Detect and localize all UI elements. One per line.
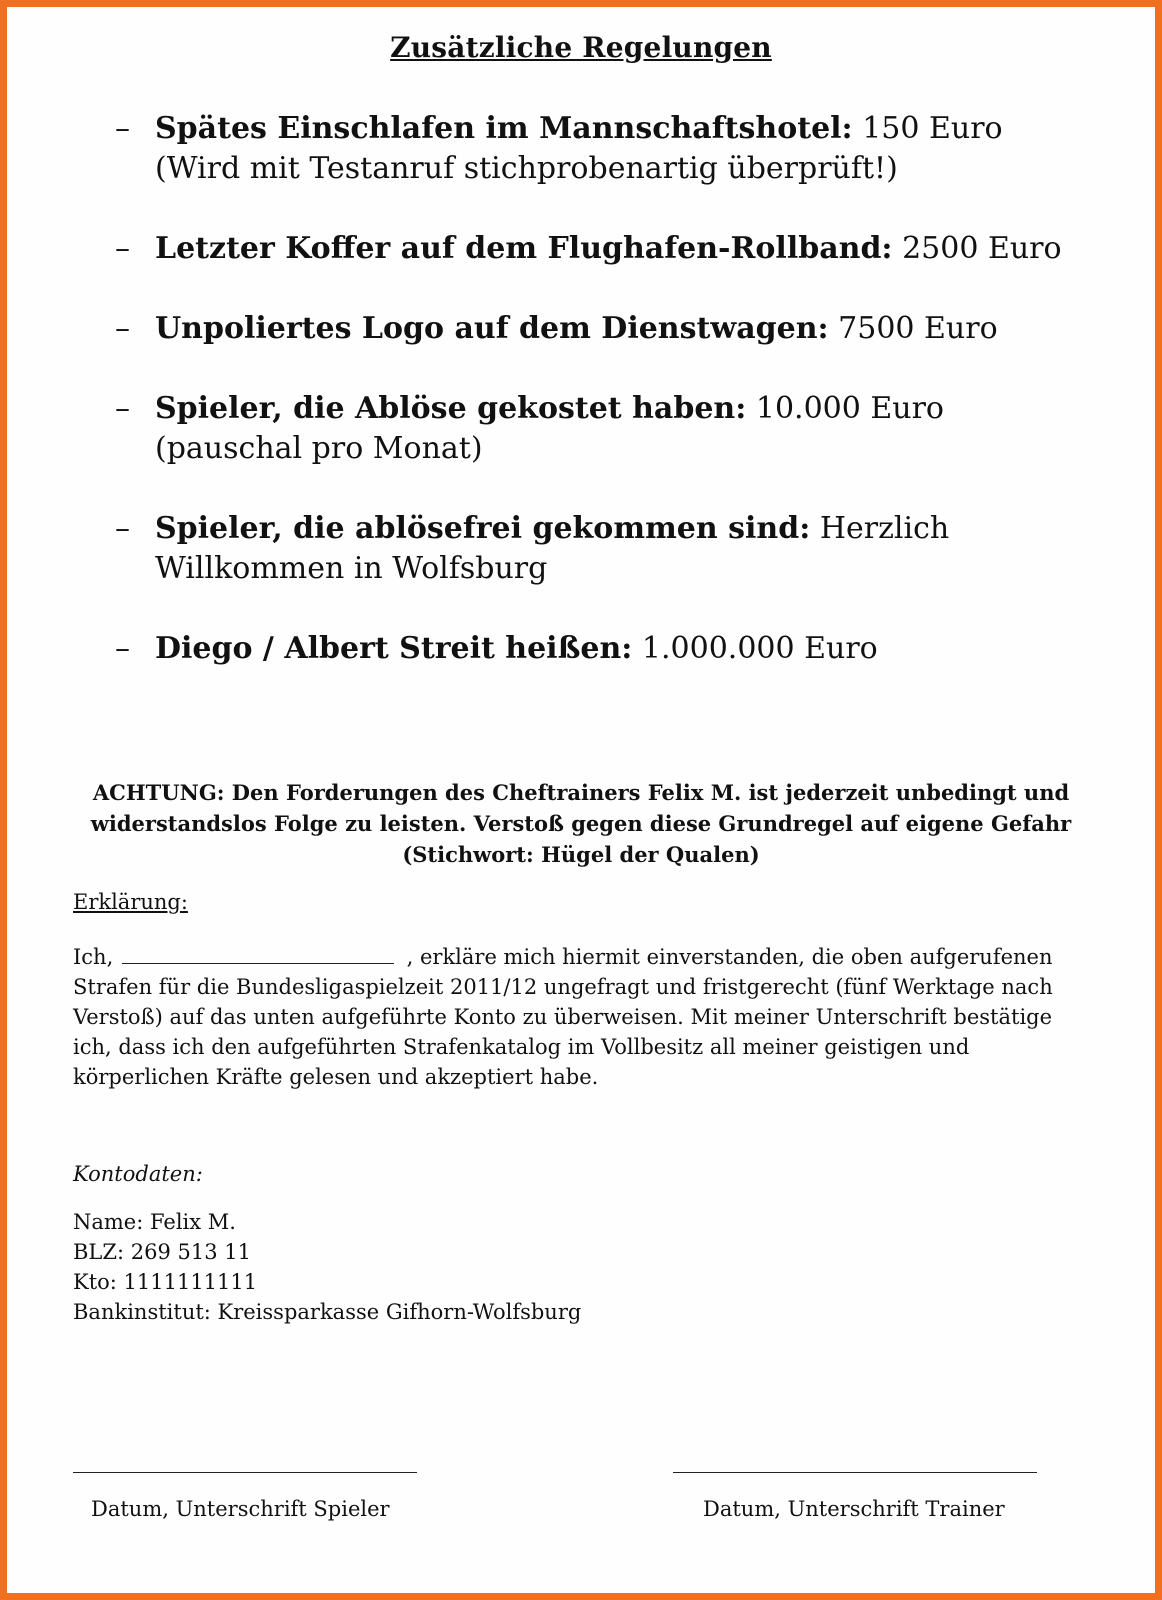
rule-item bbox=[115, 389, 1075, 469]
rule-label: Letzter Koffer auf dem Flughafen-Rollband: bbox=[155, 231, 893, 266]
player-signature-line[interactable] bbox=[73, 1472, 417, 1473]
rule-value: 10.000 Euro (pauschal pro Monat) bbox=[155, 391, 944, 466]
rule-item bbox=[115, 309, 1075, 349]
account-number: Kto: 1111111111 bbox=[73, 1270, 258, 1294]
rule-value: Herzlich Willkommen in Wolfsburg bbox=[155, 511, 950, 586]
trainer-signature-line[interactable] bbox=[673, 1472, 1037, 1473]
rule-label: Diego / Albert Streit heißen: bbox=[155, 631, 633, 666]
account-name: Name: Felix M. bbox=[73, 1210, 236, 1234]
rule-item bbox=[115, 109, 1075, 189]
declaration-prefix: Ich, bbox=[73, 945, 114, 969]
dash-marker: – bbox=[115, 311, 130, 346]
rule-value: 150 Euro bbox=[862, 111, 1003, 146]
declaration-title: Erklärung: bbox=[73, 890, 188, 914]
trainer-signature-label: Datum, Unterschrift Trainer bbox=[703, 1497, 1005, 1521]
rule-label: Spieler, die Ablöse gekostet haben: bbox=[155, 391, 747, 426]
account-blz: BLZ: 269 513 11 bbox=[73, 1240, 251, 1264]
rule-value: 1.000.000 Euro bbox=[641, 631, 878, 666]
rule-label: Spätes Einschlafen im Mannschaftshotel: bbox=[155, 111, 853, 146]
dash-marker: – bbox=[115, 391, 130, 426]
name-blank-line[interactable] bbox=[122, 945, 394, 964]
rule-note: (Wird mit Testanruf stichprobenartig überprüft!) bbox=[155, 151, 898, 186]
rule-label: Unpoliertes Logo auf dem Dienstwagen: bbox=[155, 311, 829, 346]
dash-marker: – bbox=[115, 111, 130, 146]
dash-marker: – bbox=[115, 511, 130, 546]
warning-notice: ACHTUNG: Den Forderungen des Cheftrainers Felix M. ist jederzeit unbedingt und widerstandslos Folge zu leisten. Verstoß gegen diese Grundregel auf eigene Gefahr (Stichwort: Hügel der Qualen) bbox=[90, 780, 1072, 867]
rule-label: Spieler, die ablösefrei gekommen sind: bbox=[155, 511, 811, 546]
declaration-body: , erkläre mich hiermit einverstanden, die oben aufgerufenen Strafen für die Bundesligaspielzeit 2011/12 ungefragt und fristgerecht (fünf Werktage nach Verstoß) auf das unten aufgeführte Konto zu überweisen. Mit meiner Unterschrift bestätige ich, dass ich den aufgeführten Strafenkatalog im Vollbesitz all meiner geistigen und körperlichen Kräfte gelesen und akzeptiert habe. bbox=[73, 945, 1053, 1089]
rule-value: 2500 Euro bbox=[902, 231, 1062, 266]
dash-marker: – bbox=[115, 231, 130, 266]
dash-marker: – bbox=[115, 631, 130, 666]
rules-list bbox=[115, 109, 1075, 709]
rule-item bbox=[115, 229, 1075, 269]
document-title: Zusätzliche Regelungen bbox=[390, 31, 772, 64]
player-signature-label: Datum, Unterschrift Spieler bbox=[91, 1497, 390, 1521]
rule-item bbox=[115, 509, 1075, 589]
account-bank: Bankinstitut: Kreissparkasse Gifhorn-Wolfsburg bbox=[73, 1300, 582, 1324]
account-title: Kontodaten: bbox=[73, 1162, 203, 1186]
rule-item bbox=[115, 629, 1075, 669]
rule-value: 7500 Euro bbox=[838, 311, 998, 346]
account-details bbox=[73, 1207, 581, 1327]
declaration-text bbox=[73, 942, 1063, 1092]
